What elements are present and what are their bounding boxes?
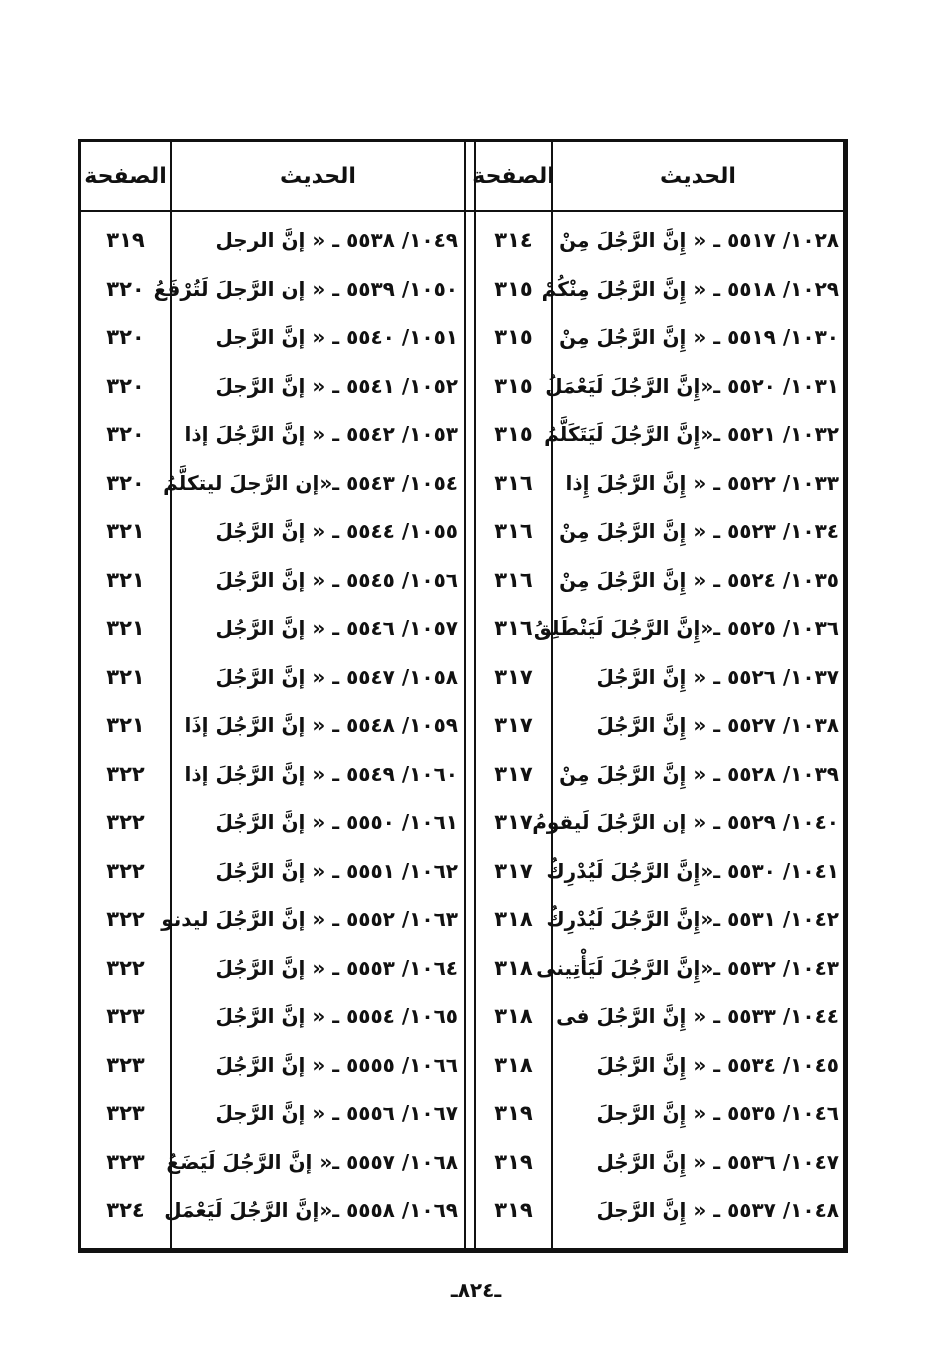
- right-page-cell: ٣١٨: [494, 955, 533, 980]
- right-hadith-cell: ١٠٤٣/ ٥٥٣٢ ـ«إِنَّ الرَّجُلَ لَيَأْتِينى: [536, 955, 839, 980]
- right-page-cell: ٣١٩: [494, 1149, 533, 1174]
- right-hadith-cell: ١٠٢٨/ ٥٥١٧ ـ « إِنَّ الرَّجُلَ مِنْ: [559, 228, 839, 252]
- right-page-cell: ٣١٩: [494, 1101, 533, 1125]
- table-row: [81, 701, 843, 749]
- left-hadith-cell: ١٠٦٦/ ٥٥٥٥ ـ « إنَّ الرَّجُلَ: [215, 1052, 458, 1077]
- right-page-cell: ٣١٧: [494, 761, 533, 786]
- right-hadith-cell: ١٠٤٧/ ٥٥٣٦ ـ « إِنَّ الرَّجُل: [596, 1149, 839, 1174]
- right-page-cell: ٣١٥: [494, 325, 533, 349]
- left-page-cell: ٣٢١: [106, 519, 145, 543]
- right-page-cell: ٣١٤: [494, 228, 533, 252]
- left-page-cell: ٣٢٠: [106, 276, 145, 301]
- table-row: [81, 313, 843, 361]
- left-page-cell: ٣٢٠: [106, 373, 145, 398]
- right-hadith-cell: ١٠٣٩/ ٥٥٢٨ ـ « إِنَّ الرَّجُلَ مِنْ: [559, 761, 839, 786]
- right-hadith-cell: ١٠٣٠/ ٥٥١٩ ـ « إِنَّ الرَّجُلَ مِنْ: [559, 325, 839, 349]
- table-row: [81, 944, 843, 992]
- header-left-hadith: الحديث: [280, 163, 356, 189]
- left-hadith-cell: ١٠٥٧/ ٥٥٤٦ ـ « إنَّ الرَّجُل: [215, 616, 458, 640]
- table-row: [81, 459, 843, 507]
- right-hadith-cell: ١٠٤١/ ٥٥٣٠ ـ«إِنَّ الرَّجُلَ لَيُدْرِكُ: [546, 858, 839, 883]
- right-hadith-cell: ١٠٣٢/ ٥٥٢١ ـ«إِنَّ الرَّجُلَ لَيَتَكَلَّمُ: [544, 422, 839, 446]
- right-hadith-cell: ١٠٣٦/ ٥٥٢٥ ـ«إِنَّ الرَّجُلَ لَيَنْطَلِقُ: [533, 616, 839, 640]
- table-row: [81, 750, 843, 798]
- left-hadith-cell: ١٠٥٨/ ٥٥٤٧ ـ « إنَّ الرَّجُلَ: [215, 664, 458, 689]
- left-page-cell: ٣٢٢: [106, 955, 145, 980]
- left-hadith-cell: ١٠٥٢/ ٥٥٤١ ـ « إنَّ الرَّجلَ: [215, 373, 458, 398]
- right-page-cell: ٣١٥: [494, 373, 533, 398]
- left-hadith-cell: ١٠٤٩/ ٥٥٣٨ ـ « إنَّ الرجل: [215, 228, 458, 252]
- table-row: [81, 992, 843, 1040]
- right-page-cell: ٣١٦: [494, 567, 533, 592]
- right-hadith-cell: ١٠٣١/ ٥٥٢٠ ـ«إِنَّ الرَّجُلَ لَيَعْمَلُ: [545, 373, 839, 398]
- right-page-cell: ٣١٦: [494, 519, 533, 543]
- left-page-cell: ٣٢١: [106, 664, 145, 689]
- right-page-cell: ٣١٧: [494, 713, 533, 737]
- table-row: [81, 265, 843, 313]
- left-page-cell: ٣٢١: [106, 567, 145, 592]
- table-row: [81, 556, 843, 604]
- right-page-cell: ٣١٨: [494, 1004, 533, 1028]
- left-page-cell: ٣٢٢: [106, 761, 145, 786]
- right-hadith-cell: ١٠٣٥/ ٥٥٢٤ ـ « إِنَّ الرَّجُلَ مِنْ: [559, 567, 839, 592]
- left-hadith-cell: ١٠٥٤/ ٥٥٤٣ ـ«إن الرَّجلَ ليتكلَّمُ: [163, 470, 458, 495]
- table-row: [81, 895, 843, 943]
- left-hadith-cell: ١٠٦٥/ ٥٥٥٤ ـ « إنَّ الرَّجُلَ: [215, 1004, 458, 1028]
- table-row: [81, 216, 843, 264]
- index-table: [78, 139, 848, 1253]
- left-page-cell: ٣٢٣: [106, 1052, 145, 1077]
- left-page-cell: ٣٢٠: [106, 470, 145, 495]
- left-page-cell: ٣٢٣: [106, 1101, 145, 1125]
- table-row: [81, 410, 843, 458]
- left-hadith-cell: ١٠٥٠/ ٥٥٣٩ ـ « إن الرَّجلَ لَتُرْفَعُ: [153, 276, 458, 301]
- right-hadith-cell: ١٠٤٨/ ٥٥٣٧ ـ « إِنَّ الرَّجلَ: [596, 1198, 839, 1222]
- table-row: [81, 362, 843, 410]
- right-page-cell: ٣١٨: [494, 907, 533, 931]
- left-hadith-cell: ١٠٦٣/ ٥٥٥٢ ـ « إنَّ الرَّجُلَ ليدنو: [161, 907, 458, 931]
- right-page-cell: ٣١٥: [494, 276, 533, 301]
- table-row: [81, 1089, 843, 1137]
- left-hadith-cell: ١٠٥٣/ ٥٥٤٢ ـ « إنَّ الرَّجُلَ إذا: [184, 422, 458, 446]
- table-row: [81, 798, 843, 846]
- right-page-cell: ٣١٧: [494, 858, 533, 883]
- right-page-cell: ٣١٦: [494, 470, 533, 495]
- left-page-cell: ٣٢١: [106, 616, 145, 640]
- header-divider: [81, 210, 843, 212]
- header-right-page: الصفحة: [472, 163, 555, 189]
- left-page-cell: ٣٢٢: [106, 858, 145, 883]
- left-hadith-cell: ١٠٦٨/ ٥٥٥٧ ـ« إنَّ الرَّجُلَ لَيَضَعُ: [166, 1149, 458, 1174]
- right-page-cell: ٣١٦: [494, 616, 533, 640]
- left-page-cell: ٣٢٣: [106, 1149, 145, 1174]
- right-hadith-cell: ١٠٣٤/ ٥٥٢٣ ـ « إِنَّ الرَّجُلَ مِنْ: [559, 519, 839, 543]
- left-page-cell: ٣٢٠: [106, 422, 145, 446]
- right-page-cell: ٣١٧: [494, 810, 533, 834]
- left-page-cell: ٣٢٢: [106, 907, 145, 931]
- table-row: [81, 653, 843, 701]
- right-page-cell: ٣١٨: [494, 1052, 533, 1077]
- left-hadith-cell: ١٠٥١/ ٥٥٤٠ ـ « إنَّ الرَّجل: [215, 325, 458, 349]
- right-hadith-cell: ١٠٤٢/ ٥٥٣١ ـ«إِنَّ الرَّجُلَ لَيُدْرِكُ: [546, 907, 839, 931]
- left-hadith-cell: ١٠٦٧/ ٥٥٥٦ ـ « إنَّ الرَّجلَ: [215, 1101, 458, 1125]
- left-hadith-cell: ١٠٦٠/ ٥٥٤٩ ـ « إنَّ الرَّجُلَ إذا: [184, 761, 458, 786]
- right-hadith-cell: ١٠٣٨/ ٥٥٢٧ ـ « إِنَّ الرَّجُلَ: [596, 713, 839, 737]
- right-hadith-cell: ١٠٢٩/ ٥٥١٨ ـ « إِنَّ الرَّجُلَ مِنْكُمْ: [541, 276, 839, 301]
- table-row: [81, 604, 843, 652]
- right-hadith-cell: ١٠٣٣/ ٥٥٢٢ ـ « إِنَّ الرَّجُلَ إِذا: [565, 470, 839, 495]
- table-row: [81, 847, 843, 895]
- left-hadith-cell: ١٠٦٩/ ٥٥٥٨ ـ«إنَّ الرَّجُلَ لَيَعْمَل: [164, 1198, 458, 1222]
- left-page-cell: ٣٢٢: [106, 810, 145, 834]
- table-row: [81, 507, 843, 555]
- left-page-cell: ٣٢٣: [106, 1004, 145, 1028]
- left-hadith-cell: ١٠٦٢/ ٥٥٥١ ـ « إنَّ الرَّجُلَ: [215, 858, 458, 883]
- right-page-cell: ٣١٩: [494, 1198, 533, 1222]
- header-right-hadith: الحديث: [660, 163, 736, 189]
- left-page-cell: ٣٢١: [106, 713, 145, 737]
- table-row: [81, 1138, 843, 1186]
- left-page-cell: ٣١٩: [106, 228, 145, 252]
- left-hadith-cell: ١٠٦٤/ ٥٥٥٣ ـ « إنَّ الرَّجُلَ: [215, 955, 458, 980]
- left-page-cell: ٣٢٤: [106, 1198, 145, 1222]
- right-hadith-cell: ١٠٤٠/ ٥٥٢٩ ـ « إن الرَّجُلَ لَيقومُ: [532, 810, 839, 834]
- left-hadith-cell: ١٠٥٩/ ٥٥٤٨ ـ « إنَّ الرَّجُلَ إذَا: [184, 713, 458, 737]
- left-hadith-cell: ١٠٦١/ ٥٥٥٠ ـ « إنَّ الرَّجُلَ: [215, 810, 458, 834]
- left-page-cell: ٣٢٠: [106, 325, 145, 349]
- table-row: [81, 1041, 843, 1089]
- right-hadith-cell: ١٠٤٤/ ٥٥٣٣ ـ « إِنَّ الرَّجُلَ فى: [556, 1004, 839, 1028]
- right-hadith-cell: ١٠٤٦/ ٥٥٣٥ ـ « إِنَّ الرَّجلَ: [596, 1101, 839, 1125]
- left-hadith-cell: ١٠٥٦/ ٥٥٤٥ ـ « إنَّ الرَّجُلَ: [215, 567, 458, 592]
- right-page-cell: ٣١٥: [494, 422, 533, 446]
- right-hadith-cell: ١٠٤٥/ ٥٥٣٤ ـ « إِنَّ الرَّجُلَ: [596, 1052, 839, 1077]
- header-left-page: الصفحة: [84, 163, 167, 189]
- right-hadith-cell: ١٠٣٧/ ٥٥٢٦ ـ « إِنَّ الرَّجُلَ: [596, 664, 839, 689]
- table-row: [81, 1186, 843, 1234]
- right-page-cell: ٣١٧: [494, 664, 533, 689]
- page-number: ـ٨٢٤ـ: [450, 1278, 502, 1302]
- left-hadith-cell: ١٠٥٥/ ٥٥٤٤ ـ « إنَّ الرَّجُلَ: [215, 519, 458, 543]
